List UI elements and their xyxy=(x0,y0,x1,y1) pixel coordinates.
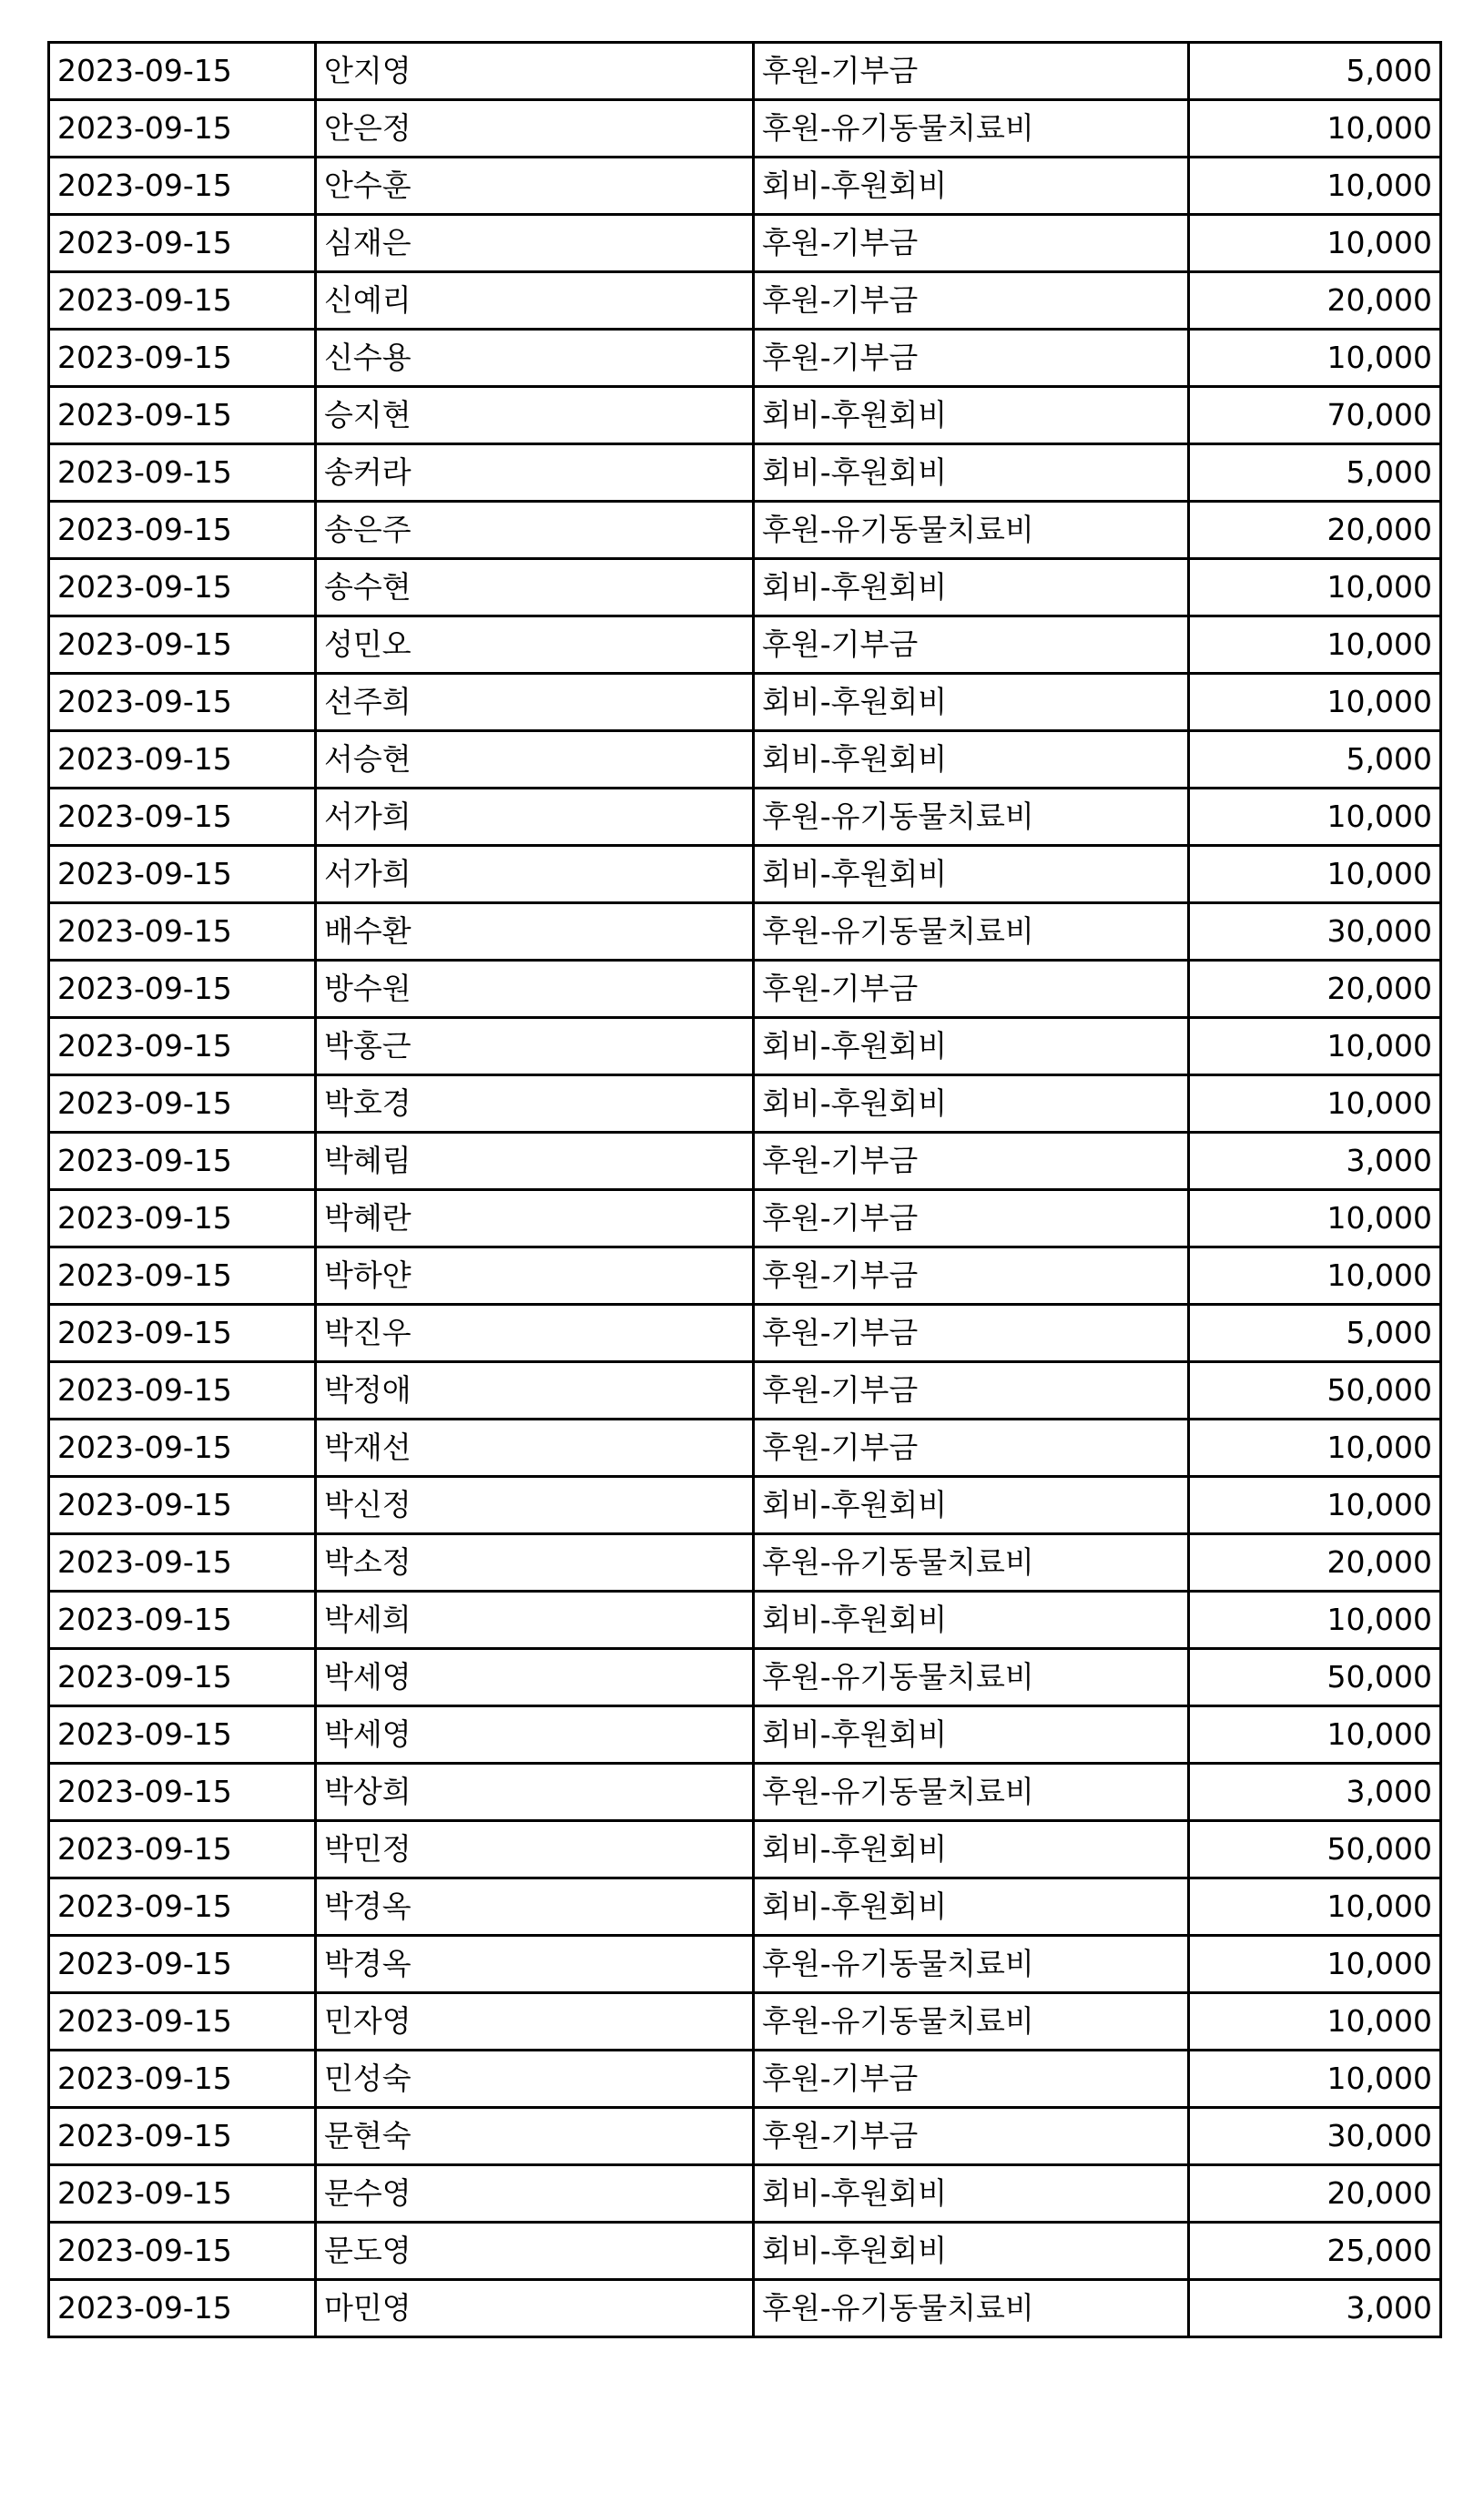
table-row xyxy=(49,616,1441,674)
category-cell: 후원-유기동물치료비 xyxy=(754,1936,1189,1993)
table-row xyxy=(49,1821,1441,1878)
date-cell: 2023-09-15 xyxy=(49,1247,316,1305)
donor-name-cell: 배수환 xyxy=(316,903,754,961)
category-cell: 후원-기부금 xyxy=(754,1133,1189,1190)
table-row xyxy=(49,731,1441,789)
category-cell: 후원-기부금 xyxy=(754,2108,1189,2165)
donor-name-cell: 박민정 xyxy=(316,1821,754,1878)
donor-name-cell: 서승현 xyxy=(316,731,754,789)
donor-name-cell: 송커라 xyxy=(316,444,754,502)
category-cell: 후원-기부금 xyxy=(754,1362,1189,1420)
amount-cell: 10,000 xyxy=(1189,1706,1441,1764)
category-cell: 후원-유기동물치료비 xyxy=(754,1993,1189,2051)
donor-name-cell: 박진우 xyxy=(316,1305,754,1362)
table-row xyxy=(49,2280,1441,2337)
category-cell: 후원-기부금 xyxy=(754,616,1189,674)
table-row xyxy=(49,1420,1441,1477)
category-cell: 회비-후원회비 xyxy=(754,2223,1189,2280)
category-cell: 후원-유기동물치료비 xyxy=(754,789,1189,846)
donor-name-cell: 박호경 xyxy=(316,1075,754,1133)
category-cell: 후원-기부금 xyxy=(754,272,1189,330)
amount-cell: 10,000 xyxy=(1189,1247,1441,1305)
category-cell: 회비-후원회비 xyxy=(754,559,1189,616)
amount-cell: 20,000 xyxy=(1189,272,1441,330)
date-cell: 2023-09-15 xyxy=(49,674,316,731)
donor-name-cell: 안수훈 xyxy=(316,158,754,215)
amount-cell: 30,000 xyxy=(1189,903,1441,961)
table-row xyxy=(49,502,1441,559)
amount-cell: 20,000 xyxy=(1189,1534,1441,1592)
amount-cell: 3,000 xyxy=(1189,1133,1441,1190)
amount-cell: 10,000 xyxy=(1189,1420,1441,1477)
donor-name-cell: 민자영 xyxy=(316,1993,754,2051)
category-cell: 후원-유기동물치료비 xyxy=(754,2280,1189,2337)
date-cell: 2023-09-15 xyxy=(49,1477,316,1534)
table-row xyxy=(49,272,1441,330)
amount-cell: 10,000 xyxy=(1189,616,1441,674)
date-cell: 2023-09-15 xyxy=(49,43,316,100)
table-row xyxy=(49,1075,1441,1133)
donor-name-cell: 선주희 xyxy=(316,674,754,731)
donor-name-cell: 마민영 xyxy=(316,2280,754,2337)
category-cell: 후원-유기동물치료비 xyxy=(754,903,1189,961)
donor-name-cell: 박홍근 xyxy=(316,1018,754,1075)
date-cell: 2023-09-15 xyxy=(49,1190,316,1247)
donor-name-cell: 박재선 xyxy=(316,1420,754,1477)
date-cell: 2023-09-15 xyxy=(49,961,316,1018)
donor-name-cell: 서가희 xyxy=(316,846,754,903)
donor-name-cell: 방수원 xyxy=(316,961,754,1018)
category-cell: 후원-유기동물치료비 xyxy=(754,1534,1189,1592)
date-cell: 2023-09-15 xyxy=(49,2165,316,2223)
donor-name-cell: 민성숙 xyxy=(316,2051,754,2108)
table-row xyxy=(49,1706,1441,1764)
date-cell: 2023-09-15 xyxy=(49,2280,316,2337)
donor-name-cell: 서가희 xyxy=(316,789,754,846)
amount-cell: 10,000 xyxy=(1189,1936,1441,1993)
amount-cell: 30,000 xyxy=(1189,2108,1441,2165)
donor-name-cell: 박신정 xyxy=(316,1477,754,1534)
category-cell: 후원-기부금 xyxy=(754,1305,1189,1362)
table-row xyxy=(49,1878,1441,1936)
donor-name-cell: 송은주 xyxy=(316,502,754,559)
table-row xyxy=(49,1592,1441,1649)
date-cell: 2023-09-15 xyxy=(49,1649,316,1706)
category-cell: 후원-기부금 xyxy=(754,330,1189,387)
date-cell: 2023-09-15 xyxy=(49,1936,316,1993)
donor-name-cell: 문현숙 xyxy=(316,2108,754,2165)
category-cell: 회비-후원회비 xyxy=(754,1821,1189,1878)
donor-name-cell: 박혜란 xyxy=(316,1190,754,1247)
date-cell: 2023-09-15 xyxy=(49,1305,316,1362)
category-cell: 회비-후원회비 xyxy=(754,846,1189,903)
amount-cell: 50,000 xyxy=(1189,1649,1441,1706)
donor-name-cell: 신예리 xyxy=(316,272,754,330)
category-cell: 회비-후원회비 xyxy=(754,1706,1189,1764)
table-row xyxy=(49,846,1441,903)
category-cell: 회비-후원회비 xyxy=(754,158,1189,215)
date-cell: 2023-09-15 xyxy=(49,1821,316,1878)
category-cell: 후원-기부금 xyxy=(754,43,1189,100)
table-row xyxy=(49,215,1441,272)
table-row xyxy=(49,1764,1441,1821)
category-cell: 후원-유기동물치료비 xyxy=(754,1764,1189,1821)
date-cell: 2023-09-15 xyxy=(49,1075,316,1133)
donor-name-cell: 박경옥 xyxy=(316,1936,754,1993)
table-row xyxy=(49,1305,1441,1362)
date-cell: 2023-09-15 xyxy=(49,158,316,215)
table-row xyxy=(49,1534,1441,1592)
date-cell: 2023-09-15 xyxy=(49,2223,316,2280)
date-cell: 2023-09-15 xyxy=(49,444,316,502)
date-cell: 2023-09-15 xyxy=(49,2108,316,2165)
date-cell: 2023-09-15 xyxy=(49,215,316,272)
date-cell: 2023-09-15 xyxy=(49,1362,316,1420)
amount-cell: 3,000 xyxy=(1189,2280,1441,2337)
table-row xyxy=(49,1018,1441,1075)
amount-cell: 5,000 xyxy=(1189,731,1441,789)
table-row xyxy=(49,2051,1441,2108)
category-cell: 회비-후원회비 xyxy=(754,444,1189,502)
donation-table-body xyxy=(49,43,1441,2337)
category-cell: 후원-유기동물치료비 xyxy=(754,1649,1189,1706)
date-cell: 2023-09-15 xyxy=(49,1993,316,2051)
date-cell: 2023-09-15 xyxy=(49,1706,316,1764)
table-row xyxy=(49,100,1441,158)
date-cell: 2023-09-15 xyxy=(49,1420,316,1477)
category-cell: 후원-기부금 xyxy=(754,1190,1189,1247)
table-row xyxy=(49,1133,1441,1190)
donor-name-cell: 안은정 xyxy=(316,100,754,158)
amount-cell: 5,000 xyxy=(1189,1305,1441,1362)
donor-name-cell: 승지현 xyxy=(316,387,754,444)
amount-cell: 20,000 xyxy=(1189,961,1441,1018)
category-cell: 회비-후원회비 xyxy=(754,387,1189,444)
amount-cell: 70,000 xyxy=(1189,387,1441,444)
amount-cell: 10,000 xyxy=(1189,330,1441,387)
donor-name-cell: 박혜림 xyxy=(316,1133,754,1190)
donor-name-cell: 안지영 xyxy=(316,43,754,100)
donor-name-cell: 박정애 xyxy=(316,1362,754,1420)
date-cell: 2023-09-15 xyxy=(49,387,316,444)
amount-cell: 5,000 xyxy=(1189,444,1441,502)
table-row xyxy=(49,1477,1441,1534)
amount-cell: 10,000 xyxy=(1189,846,1441,903)
amount-cell: 20,000 xyxy=(1189,502,1441,559)
category-cell: 회비-후원회비 xyxy=(754,731,1189,789)
amount-cell: 10,000 xyxy=(1189,1075,1441,1133)
table-row xyxy=(49,1247,1441,1305)
amount-cell: 10,000 xyxy=(1189,100,1441,158)
table-row xyxy=(49,789,1441,846)
donor-name-cell: 박경옥 xyxy=(316,1878,754,1936)
category-cell: 후원-기부금 xyxy=(754,215,1189,272)
table-row xyxy=(49,1936,1441,1993)
table-row xyxy=(49,1993,1441,2051)
date-cell: 2023-09-15 xyxy=(49,272,316,330)
date-cell: 2023-09-15 xyxy=(49,789,316,846)
table-row xyxy=(49,158,1441,215)
date-cell: 2023-09-15 xyxy=(49,1018,316,1075)
amount-cell: 20,000 xyxy=(1189,2165,1441,2223)
table-row xyxy=(49,43,1441,100)
date-cell: 2023-09-15 xyxy=(49,100,316,158)
amount-cell: 10,000 xyxy=(1189,1592,1441,1649)
amount-cell: 10,000 xyxy=(1189,1477,1441,1534)
donor-name-cell: 박세영 xyxy=(316,1649,754,1706)
donor-name-cell: 박하얀 xyxy=(316,1247,754,1305)
category-cell: 후원-기부금 xyxy=(754,1420,1189,1477)
table-row xyxy=(49,1190,1441,1247)
date-cell: 2023-09-15 xyxy=(49,559,316,616)
table-row xyxy=(49,330,1441,387)
category-cell: 회비-후원회비 xyxy=(754,1592,1189,1649)
table-row xyxy=(49,2165,1441,2223)
table-row xyxy=(49,2223,1441,2280)
amount-cell: 10,000 xyxy=(1189,215,1441,272)
category-cell: 회비-후원회비 xyxy=(754,1477,1189,1534)
amount-cell: 10,000 xyxy=(1189,559,1441,616)
donation-table xyxy=(47,41,1442,2338)
donor-name-cell: 송수현 xyxy=(316,559,754,616)
donor-name-cell: 박세영 xyxy=(316,1706,754,1764)
category-cell: 회비-후원회비 xyxy=(754,1878,1189,1936)
donor-name-cell: 신수용 xyxy=(316,330,754,387)
amount-cell: 10,000 xyxy=(1189,1190,1441,1247)
table-row xyxy=(49,559,1441,616)
date-cell: 2023-09-15 xyxy=(49,1592,316,1649)
donor-name-cell: 문수영 xyxy=(316,2165,754,2223)
amount-cell: 10,000 xyxy=(1189,1018,1441,1075)
date-cell: 2023-09-15 xyxy=(49,903,316,961)
donor-name-cell: 심재은 xyxy=(316,215,754,272)
category-cell: 후원-유기동물치료비 xyxy=(754,502,1189,559)
date-cell: 2023-09-15 xyxy=(49,502,316,559)
amount-cell: 10,000 xyxy=(1189,1993,1441,2051)
category-cell: 후원-기부금 xyxy=(754,1247,1189,1305)
date-cell: 2023-09-15 xyxy=(49,2051,316,2108)
amount-cell: 5,000 xyxy=(1189,43,1441,100)
category-cell: 회비-후원회비 xyxy=(754,1018,1189,1075)
category-cell: 회비-후원회비 xyxy=(754,674,1189,731)
amount-cell: 10,000 xyxy=(1189,1878,1441,1936)
amount-cell: 50,000 xyxy=(1189,1821,1441,1878)
table-row xyxy=(49,674,1441,731)
table-row xyxy=(49,903,1441,961)
date-cell: 2023-09-15 xyxy=(49,1764,316,1821)
amount-cell: 3,000 xyxy=(1189,1764,1441,1821)
donor-name-cell: 문도영 xyxy=(316,2223,754,2280)
date-cell: 2023-09-15 xyxy=(49,1534,316,1592)
amount-cell: 10,000 xyxy=(1189,158,1441,215)
table-row xyxy=(49,2108,1441,2165)
category-cell: 회비-후원회비 xyxy=(754,1075,1189,1133)
donor-name-cell: 박상희 xyxy=(316,1764,754,1821)
amount-cell: 10,000 xyxy=(1189,674,1441,731)
category-cell: 회비-후원회비 xyxy=(754,2165,1189,2223)
category-cell: 후원-유기동물치료비 xyxy=(754,100,1189,158)
table-row xyxy=(49,444,1441,502)
amount-cell: 10,000 xyxy=(1189,789,1441,846)
date-cell: 2023-09-15 xyxy=(49,1133,316,1190)
category-cell: 후원-기부금 xyxy=(754,961,1189,1018)
donor-name-cell: 박세희 xyxy=(316,1592,754,1649)
donor-name-cell: 성민오 xyxy=(316,616,754,674)
amount-cell: 25,000 xyxy=(1189,2223,1441,2280)
table-row xyxy=(49,1649,1441,1706)
table-row xyxy=(49,1362,1441,1420)
donor-name-cell: 박소정 xyxy=(316,1534,754,1592)
date-cell: 2023-09-15 xyxy=(49,616,316,674)
amount-cell: 50,000 xyxy=(1189,1362,1441,1420)
date-cell: 2023-09-15 xyxy=(49,1878,316,1936)
date-cell: 2023-09-15 xyxy=(49,731,316,789)
date-cell: 2023-09-15 xyxy=(49,846,316,903)
category-cell: 후원-기부금 xyxy=(754,2051,1189,2108)
table-row xyxy=(49,961,1441,1018)
table-row xyxy=(49,387,1441,444)
amount-cell: 10,000 xyxy=(1189,2051,1441,2108)
date-cell: 2023-09-15 xyxy=(49,330,316,387)
